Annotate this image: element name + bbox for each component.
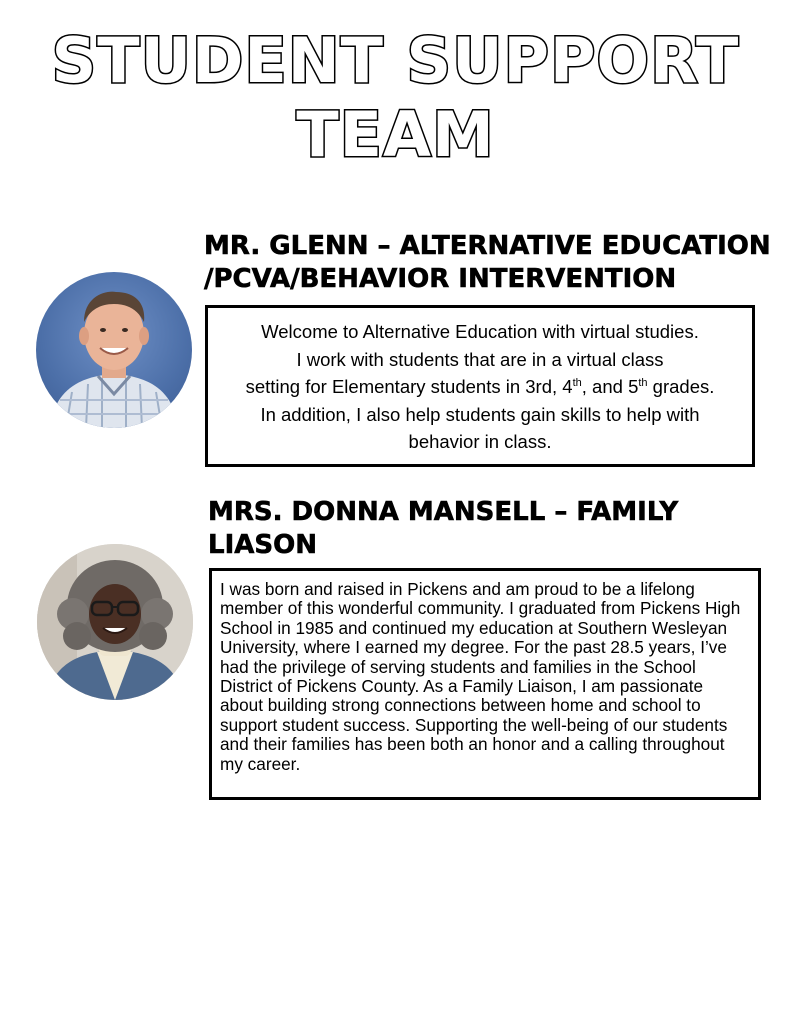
person-portrait-icon [37,544,193,700]
page-title-line-1: STUDENT SUPPORT [51,24,740,97]
staff-photo-glenn [36,272,192,428]
staff-bio-mansell: I was born and raised in Pickens and am proud to be a lifelong member of this wonderful community. I graduated from Pickens High School in 1985 and continued my education at Southern Wesleyan University, where I earned my degree. For the past 28.5 years, I’ve had the privilege of serving students and families in the School District of Pickens County. As a Family Liaison, I am passionate about building strong connections between home and school to support student success. Supporting the well-being of our students and their families has been both an honor and a calling throughout my career. [220,579,741,774]
staff-heading-glenn: MR. GLENN – ALTERNATIVE EDUCATION /PCVA/BEHAVIOR INTERVENTION [204,231,771,294]
page-title-line-2: TEAM [296,98,495,171]
staff-heading-mansell: MRS. DONNA MANSELL – FAMILY LIASON [208,497,679,560]
staff-bio-box-mansell [209,568,761,800]
staff-bio-glenn: Welcome to Alternative Education with virtual studies. I work with students that are in a virtual class setting for Elementary students in 3rd, 4th, and 5th grades. In addition, I also help students gain skills to help with behavior in class. [245,321,715,452]
staff-photo-mansell [37,544,193,700]
person-portrait-icon [36,272,192,428]
staff-bio-box-glenn [205,305,755,467]
